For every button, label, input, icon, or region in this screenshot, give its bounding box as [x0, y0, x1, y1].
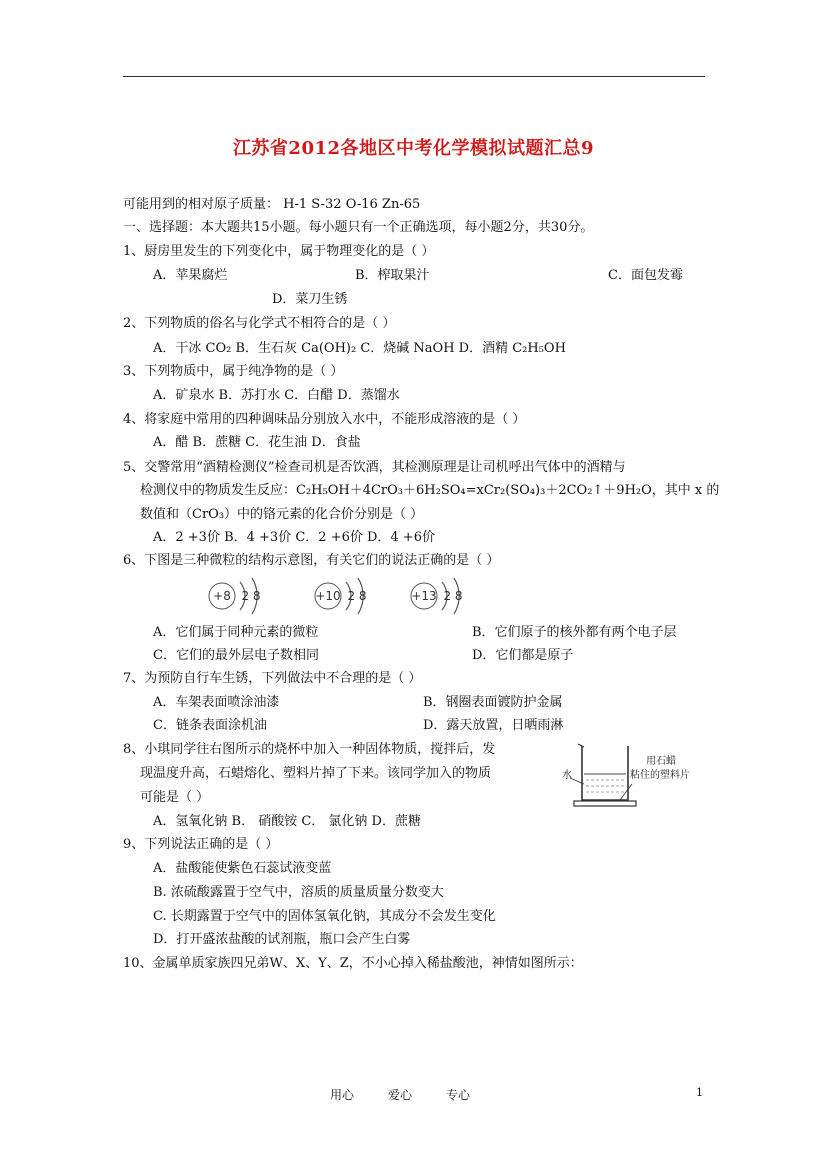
q9-stem: 9、下列说法正确的是（ ）: [123, 837, 279, 852]
q1-option-a: A．苹果腐烂: [153, 268, 228, 283]
shell-numbers-1: 2 8: [241, 589, 261, 603]
q1-stem: 1、厨房里发生的下列变化中，属于物理变化的是（ ）: [123, 244, 435, 259]
q1-option-b: B．榨取果汁: [355, 268, 430, 283]
footer-text-2: 爱心: [388, 1088, 413, 1102]
q9-option-b: B. 浓硫酸露置于空气中，溶质的质量质量分数变大: [153, 885, 444, 900]
q1-option-c: C．面包发霉: [608, 268, 683, 283]
atom-diagram-3: [411, 578, 463, 614]
q7-option-b: B．钢圈表面镀防护金属: [423, 695, 563, 710]
q1-option-d: D．菜刀生锈: [272, 292, 348, 307]
q5-line2: 检测仪中的物质发生反应：C₂H₅OH＋4CrO₃＋6H₂SO₄=xCr₂(SO₄)₃＋2CO₂↑＋9H₂O，其中 x 的: [140, 483, 720, 498]
beaker-figure: [560, 740, 710, 810]
figure-label-wax: 用石蜡: [646, 756, 676, 767]
q4-options: A．醋 B．蔗糖 C．花生油 D．食盐: [153, 435, 361, 450]
shell-numbers-3: 2 8: [443, 589, 463, 603]
atom-diagram-2: [315, 578, 367, 614]
q9-option-a: A．盐酸能使紫色石蕊试液变蓝: [153, 861, 332, 876]
q5-line1: 5、交警常用“酒精检测仪”检查司机是否饮酒，其检测原理是让司机呼出气体中的酒精与: [123, 460, 626, 475]
q10-stem: 10、金属单质家族四兄弟W、X、Y、Z，不小心掉入稀盐酸池，神情如图所示：: [123, 956, 583, 971]
q5-options: A．2 +3价 B．4 +3价 C．2 +6价 D．4 +6价: [153, 530, 435, 545]
q8-line2: 现温度升高，石蜡熔化、塑料片掉了下来。该同学加入的物质: [140, 766, 492, 781]
q3-options: A．矿泉水 B．苏打水 C．白醋 D．蒸馏水: [153, 388, 400, 403]
q7-option-c: C．链条表面涂机油: [153, 718, 267, 733]
q7-stem: 7、为预防自行车生锈，下列做法中不合理的是（ ）: [123, 671, 422, 686]
q9-option-d: D．打开盛浓盐酸的试剂瓶，瓶口会产生白雾: [153, 932, 411, 947]
page-number: 1: [696, 1086, 703, 1099]
q8-line3: 可能是（ ）: [140, 790, 210, 805]
nucleus-label-2: +10: [315, 589, 341, 603]
q6-option-a: A．它们属于同种元素的微粒: [153, 625, 319, 640]
header-rule: [123, 76, 705, 77]
q9-option-c: C. 长期露置于空气中的固体氢氧化钠，其成分不会发生变化: [153, 909, 496, 924]
shell-numbers-2: 2 8: [347, 589, 367, 603]
q6-option-d: D．它们都是原子: [472, 648, 574, 663]
section-heading: 一、选择题：本大题共15小题。每小题只有一个正确选项，每小题2分，共30分。: [123, 220, 594, 235]
atom-structure-diagrams: [200, 572, 470, 620]
q3-stem: 3、下列物质中，属于纯净物的是（ ）: [123, 364, 344, 379]
q6-option-c: C．它们的最外层电子数相同: [153, 648, 319, 663]
atomic-mass-line: 可能用到的相对原子质量： H-1 S-32 O-16 Zn-65: [123, 197, 421, 212]
q7-option-d: D．露天放置，日晒雨淋: [423, 718, 564, 733]
q2-options: A．干冰 CO₂ B．生石灰 Ca(OH)₂ C．烧碱 NaOH D．酒精 C₂H₅OH: [153, 341, 566, 356]
q8-options: A．氢氧化钠 B． 硝酸铵 C． 氯化钠 D．蔗糖: [153, 814, 421, 829]
page-title: 江苏省2012各地区中考化学模拟试题汇总9: [232, 138, 595, 159]
atom-diagram-1: [209, 578, 261, 614]
figure-label-plastic: 粘住的塑料片: [630, 770, 690, 781]
footer-text-1: 用心: [330, 1088, 355, 1102]
nucleus-label-3: +13: [411, 589, 437, 603]
q6-option-b: B．它们原子的核外都有两个电子层: [472, 625, 677, 640]
q2-stem: 2、下列物质的俗名与化学式不相符合的是（ ）: [123, 316, 396, 331]
footer-text-3: 专心: [446, 1088, 471, 1102]
q6-stem: 6、下图是三种微粒的结构示意图，有关它们的说法正确的是（ ）: [123, 553, 500, 568]
q8-line1: 8、小琪同学往右图所示的烧杯中加入一种固体物质，搅拌后，发: [123, 742, 496, 757]
q7-option-a: A．车架表面喷涂油漆: [153, 695, 280, 710]
q5-line3: 数值和（CrO₃）中的铬元素的化合价分别是（ ）: [140, 507, 424, 522]
q4-stem: 4、将家庭中常用的四种调味品分别放入水中，不能形成溶液的是（ ）: [123, 412, 526, 427]
nucleus-label-1: +8: [213, 589, 231, 603]
figure-label-water: 水: [562, 770, 572, 781]
